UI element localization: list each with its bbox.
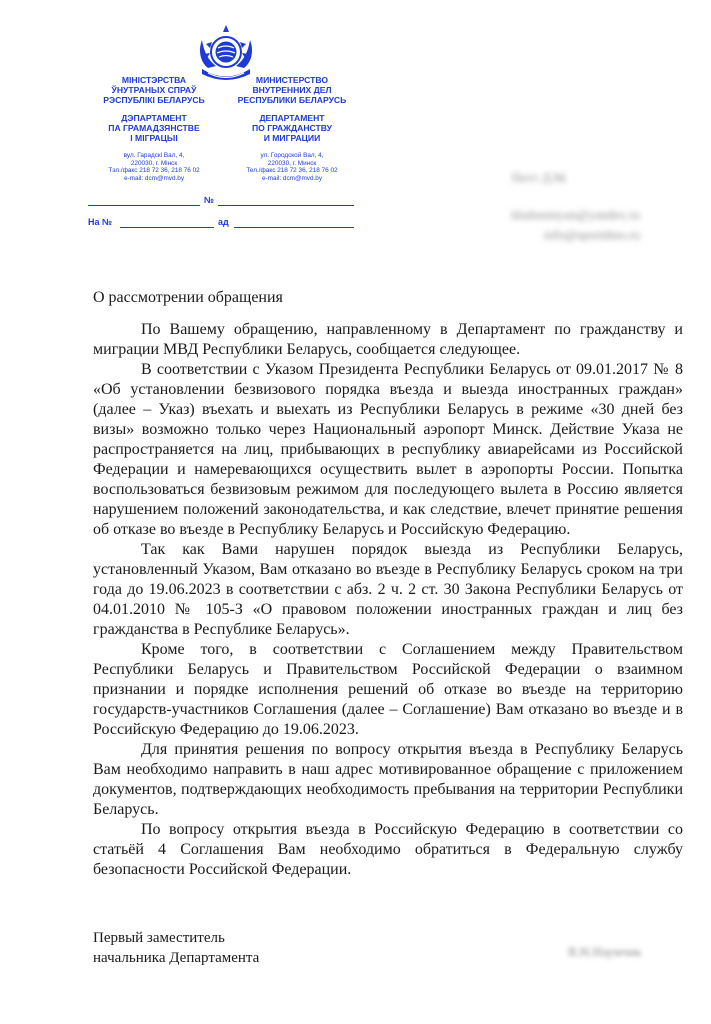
- address-by: вул. Гарадскі Вал, 4, 220030, г. Мінск Тэл./факс 218 72 36, 218 76 02 e-mail: dcm@mvd.by: [108, 152, 200, 182]
- outgoing-number-line: [88, 192, 354, 206]
- address-ru: ул. Городской Вал, 4, 220030, г. Минск Тел./факс 218 72 36, 218 76 02 e-mail: dcm@mvd.by: [246, 152, 338, 182]
- letter-body: [93, 320, 683, 880]
- paragraph: По вопросу открытия въезда в Российскую Федерацию в соответствии со статьёй 4 Соглашения Вам необходимо обратиться в Федеральную службу безопасности Российской Федерации.: [93, 821, 683, 878]
- ministry-name-ru: МИНИСТЕРСТВО ВНУТРЕННИХ ДЕЛ РЕСПУБЛИКИ БЕЛАРУСЬ: [237, 75, 347, 105]
- letterhead-right-column: [226, 75, 358, 182]
- letterhead-left-column: [88, 75, 220, 182]
- department-name-ru: ДЕПАРТАМЕНТ ПО ГРАЖДАНСТВУ И МИГРАЦИИ: [251, 113, 333, 143]
- paragraph: Кроме того, в соответствии с Соглашением между Правительством Республики Беларусь и Правительством Российской Федерации о взаимном признании и порядке исполнения решений об отказе во въезде на территорию государств-участников Соглашения (далее – Соглашение) Вам отказано во въезде и в Российскую Федерацию до 19.06.2023.: [93, 641, 683, 738]
- reference-number-line: [88, 214, 354, 228]
- addressee-email: khabasinyan@yandex.ru: [511, 207, 640, 222]
- from-label: ад: [218, 217, 229, 227]
- addressee-email: info@sportdmo.ru: [543, 227, 640, 242]
- paragraph: Так как Вами нарушен порядок выезда из Республики Беларусь, установленный Указом, Вам отказано во въезде в Республику Беларусь сроком на три года до 19.06.2023 в соответствии с абз. 2 ч. 2 ст. 30 Закона Республики Беларусь от 04.01.2010 № 105-З «О правовом положении иностранных граждан и лиц без гражданства в Республике Беларусь».: [93, 541, 683, 638]
- addressee-name: Петт Д.М.: [511, 170, 569, 185]
- department-name-by: ДЭПАРТАМЕНТ ПА ГРАМАДЗЯНСТВЕ І МІГРАЦЫІ: [108, 113, 200, 143]
- signatory-title: Первый заместитель начальника Департамента: [93, 930, 260, 966]
- paragraph: По Вашему обращению, направленному в Департамент по гражданству и миграции МВД Республики Беларусь, сообщается следующее.: [93, 321, 683, 358]
- letter-subject: О рассмотрении обращения: [93, 289, 283, 306]
- ministry-name-by: МІНІСТЭРСТВА ЎНУТРАНЫХ СПРАЎ РЭСПУБЛІКІ БЕЛАРУСЬ: [103, 75, 205, 105]
- signatory-name: В.Н.Наумчик: [568, 944, 642, 959]
- paragraph: Для принятия решения по вопросу открытия въезда в Республику Беларусь Вам необходимо направить в наш адрес мотивированное обращение с приложением документов, подтверждающих необходимость пребывания на территории Республики Беларусь.: [93, 741, 683, 818]
- letterhead: [88, 22, 356, 236]
- paragraph: В соответствии с Указом Президента Республики Беларусь от 09.01.2017 № 8 «Об установлении безвизового порядка въезда и выезда иностранных граждан» (далее – Указ) въехать и выехать из Республики Беларусь в режиме «30 дней без визы» возможно только через Национальный аэропорт Минск. Действие Указа не распространяется на лиц, прибывающих в республику авиарейсами из Российской Федерации и намеревающихся осуществить вылет в аэропорты России. Попытка воспользоваться безвизовым режимом для последующего вылета в Россию является нарушением положений законодательства, и как следствие, влечет принятие решения об отказе во въезде в Республику Беларусь и Российскую Федерацию.: [93, 361, 683, 538]
- on-no-label: На №: [88, 217, 113, 227]
- number-sign: №: [204, 195, 215, 205]
- addressee-block: [440, 168, 640, 245]
